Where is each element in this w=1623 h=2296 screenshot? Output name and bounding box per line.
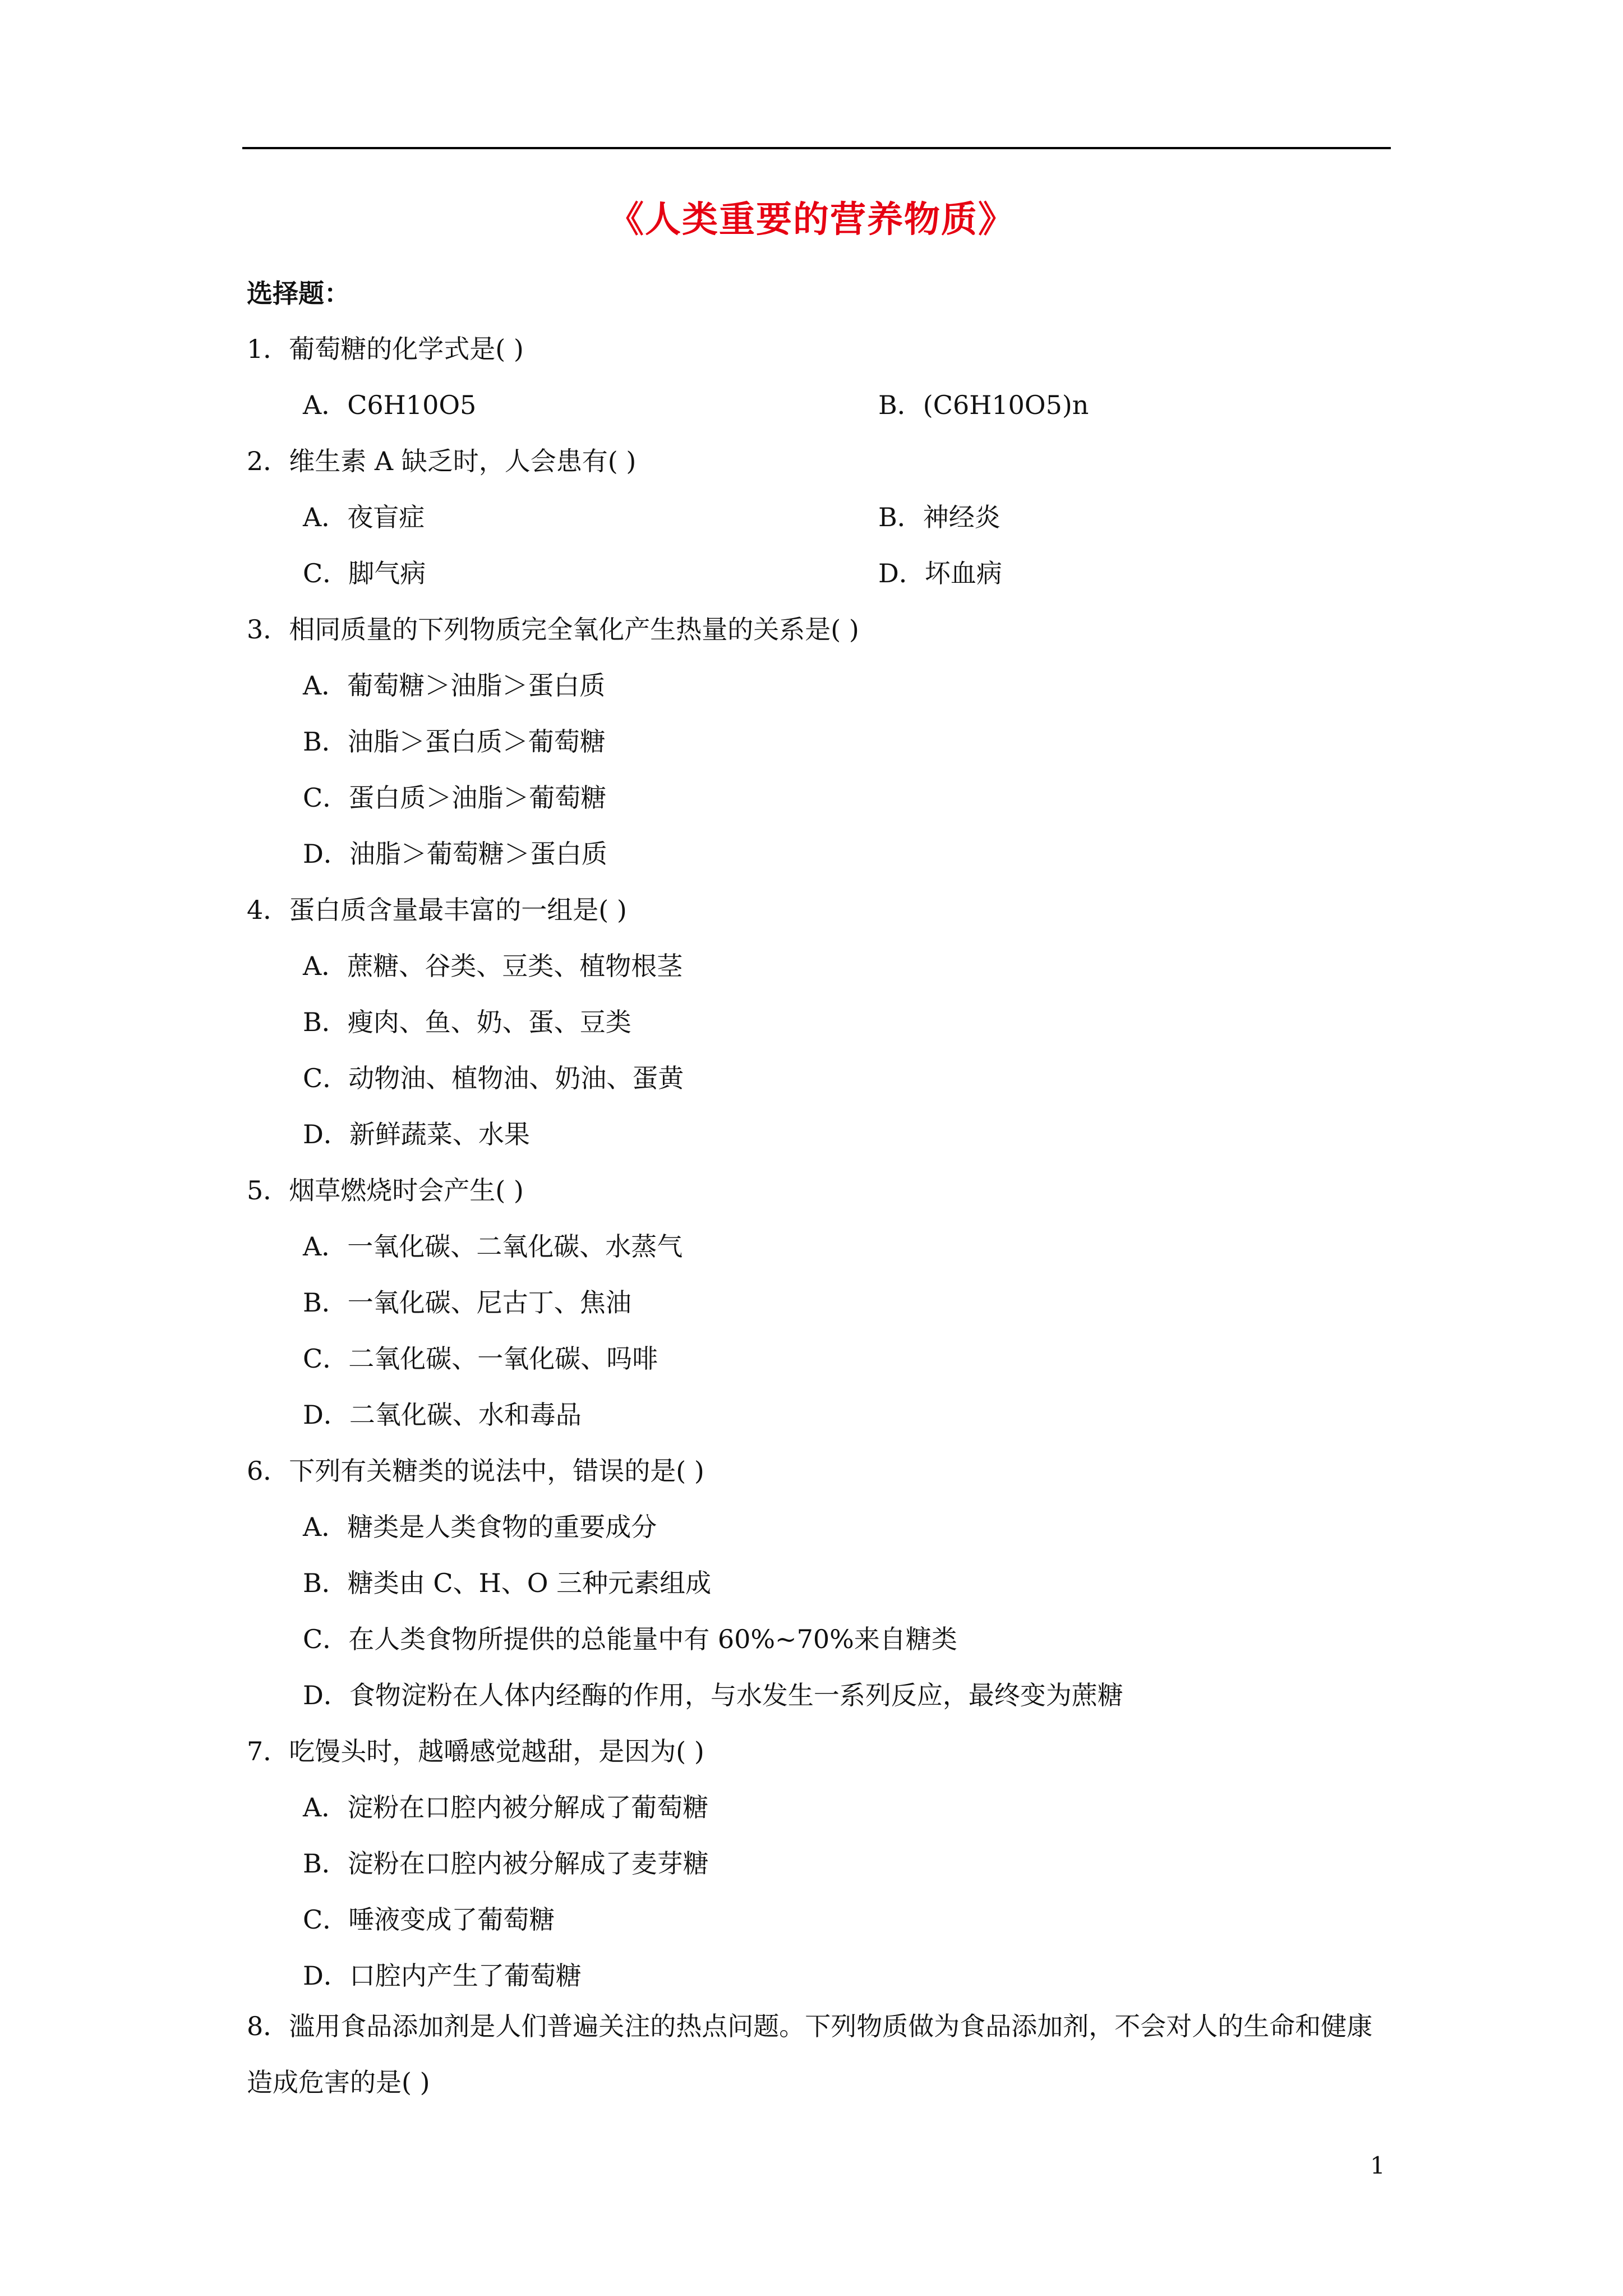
- question-6: [247, 1451, 704, 1488]
- question-text: 吃馒头时，越嚼感觉越甜，是因为( ): [289, 1736, 704, 1766]
- question-4: [247, 890, 627, 927]
- option-6b: B．糖类由 C、H、O 三种元素组成: [303, 1568, 712, 1598]
- option-1b: B．(C6H10O5)n: [878, 390, 1089, 420]
- question-number: 1．: [247, 334, 289, 364]
- option-7a: A．淀粉在口腔内被分解成了葡萄糖: [303, 1792, 709, 1823]
- question-number: 7．: [247, 1736, 289, 1766]
- option-5b: B．一氧化碳、尼古丁、焦油: [303, 1287, 631, 1318]
- question-2: [247, 441, 636, 478]
- question-7: [247, 1731, 704, 1768]
- option-5c: C．二氧化碳、一氧化碳、吗啡: [303, 1343, 658, 1374]
- question-number: 5．: [247, 1175, 289, 1205]
- question-number: 2．: [247, 446, 289, 476]
- document-title: 《人类重要的营养物质》: [608, 199, 1015, 241]
- question-text: 维生素 A 缺乏时，人会患有( ): [289, 446, 637, 476]
- option-6d: D．食物淀粉在人体内经酶的作用，与水发生一系列反应，最终变为蔗糖: [303, 1680, 1123, 1710]
- question-text: 烟草燃烧时会产生( ): [289, 1175, 524, 1205]
- option-3b: B．油脂＞蛋白质＞葡萄糖: [303, 726, 606, 757]
- option-7d: D．口腔内产生了葡萄糖: [303, 1961, 582, 1991]
- question-text: 蛋白质含量最丰富的一组是( ): [289, 895, 627, 925]
- option-2b: B．神经炎: [878, 502, 1000, 532]
- question-text: 葡萄糖的化学式是( ): [289, 334, 524, 364]
- question-number: 3．: [247, 614, 289, 645]
- page-number: 1: [1370, 2152, 1385, 2179]
- question-number: 4．: [247, 895, 289, 925]
- option-2a: A．夜盲症: [303, 502, 425, 532]
- option-5d: D．二氧化碳、水和毒品: [303, 1400, 582, 1430]
- section-heading: 选择题：: [247, 278, 350, 309]
- question-1: [247, 329, 524, 366]
- option-1a: A．C6H10O5: [303, 390, 477, 420]
- option-4b: B．瘦肉、鱼、奶、蛋、豆类: [303, 1007, 631, 1037]
- question-number: 8．: [247, 2011, 289, 2041]
- option-3c: C．蛋白质＞油脂＞葡萄糖: [303, 783, 607, 813]
- question-text: 下列有关糖类的说法中，错误的是( ): [289, 1456, 704, 1486]
- option-6c: C．在人类食物所提供的总能量中有 60%~70%来自糖类: [303, 1624, 957, 1654]
- option-3d: D．油脂＞葡萄糖＞蛋白质: [303, 839, 607, 869]
- option-3a: A．葡萄糖＞油脂＞蛋白质: [303, 670, 606, 701]
- option-6a: A．糖类是人类食物的重要成分: [303, 1512, 657, 1542]
- question-5: [247, 1170, 524, 1207]
- option-2c: C．脚气病: [303, 558, 426, 588]
- option-7b: B．淀粉在口腔内被分解成了麦芽糖: [303, 1848, 709, 1879]
- header-rule: [242, 147, 1391, 149]
- question-number: 6．: [247, 1456, 289, 1486]
- question-3: [247, 609, 859, 646]
- option-5a: A．一氧化碳、二氧化碳、水蒸气: [303, 1231, 683, 1262]
- question-text: 相同质量的下列物质完全氧化产生热量的关系是( ): [289, 614, 859, 645]
- option-7c: C．唾液变成了葡萄糖: [303, 1904, 555, 1935]
- question-text: 滥用食品添加剂是人们普遍关注的热点问题。下列物质做为食品添加剂，不会对人的生命和健康造成危害的是( ): [247, 2011, 1373, 2097]
- question-8: [247, 1998, 1391, 2110]
- option-4c: C．动物油、植物油、奶油、蛋黄: [303, 1063, 684, 1093]
- option-2d: D．坏血病: [878, 558, 1002, 588]
- option-4d: D．新鲜蔬菜、水果: [303, 1119, 530, 1149]
- option-4a: A．蔗糖、谷类、豆类、植物根茎: [303, 951, 683, 981]
